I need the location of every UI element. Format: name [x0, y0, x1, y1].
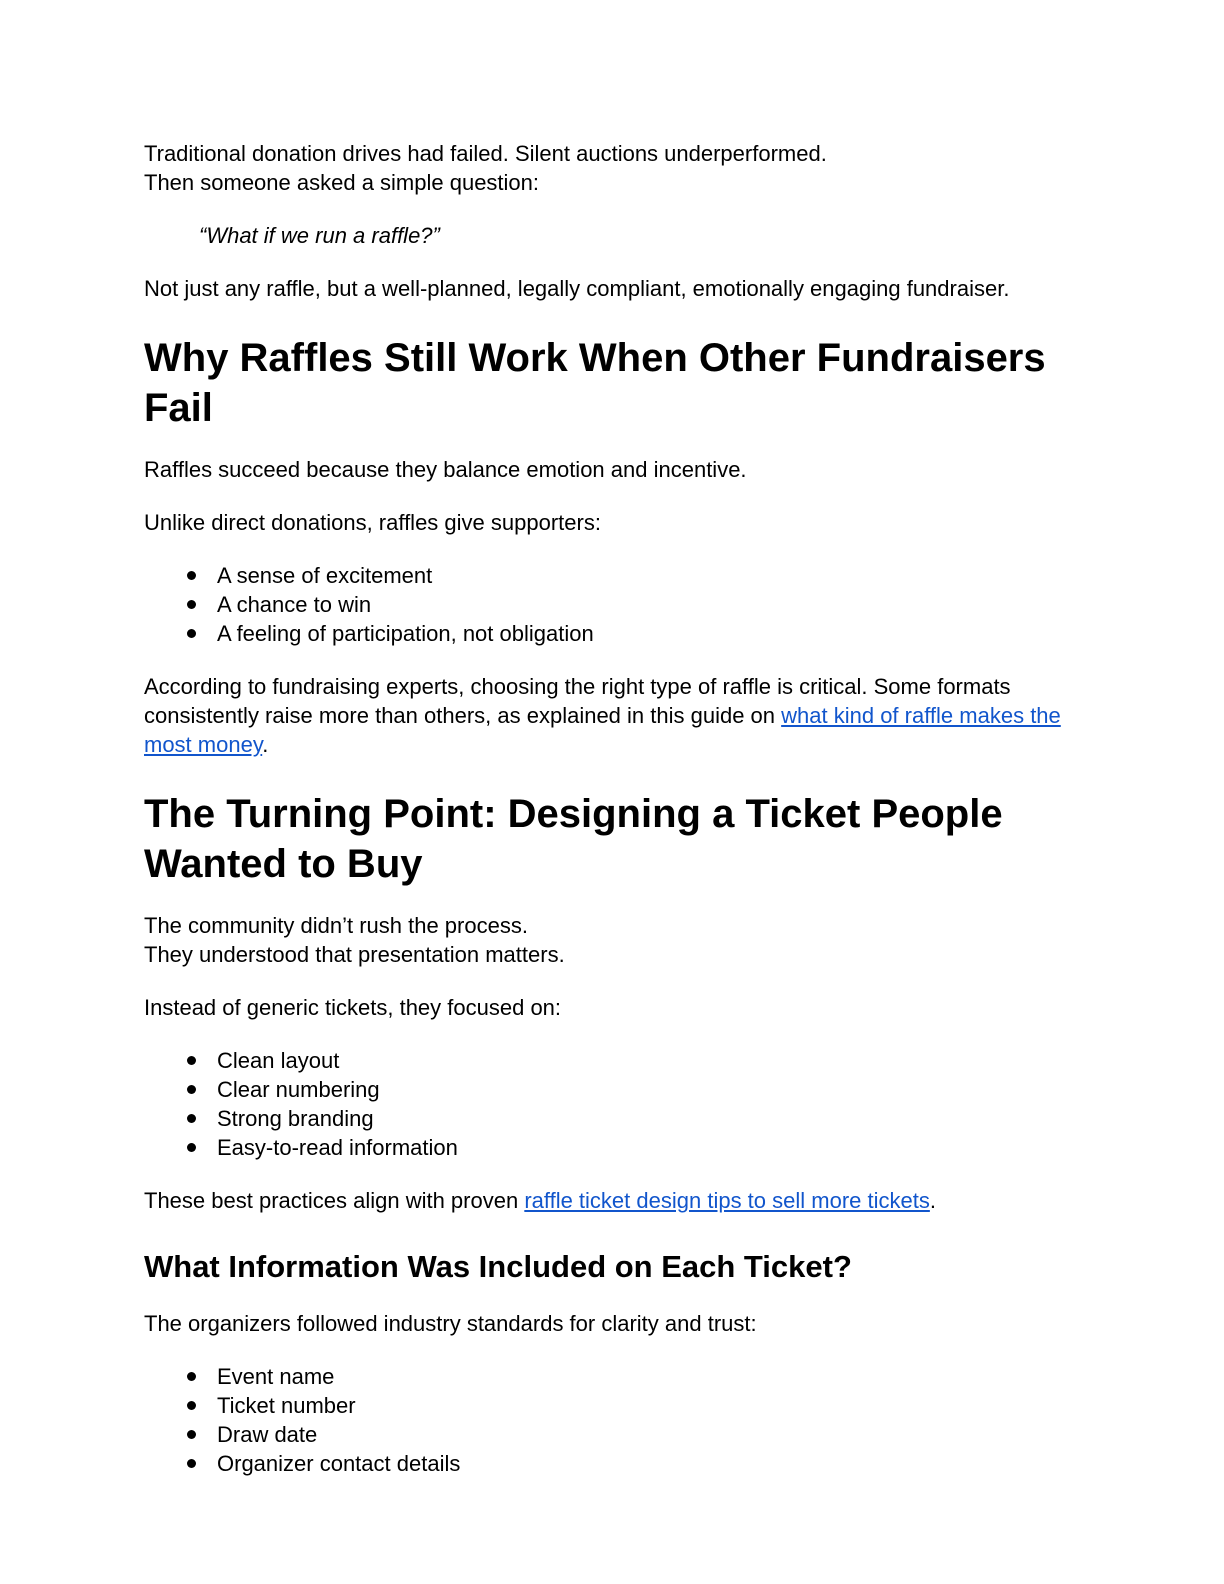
paragraph-intro — [144, 139, 1080, 197]
pull-quote: “What if we run a raffle?” — [199, 223, 440, 248]
list-item: A chance to win — [217, 590, 1080, 619]
paragraph-unlike-donations: Unlike direct donations, raffles give supporters: — [144, 510, 601, 535]
text-before-link: According to fundraising experts, choosing the right type of raffle is critical. Some formats consistently raise more than others, as explained in this guide on — [144, 674, 1011, 728]
paragraph-after-quote: Not just any raffle, but a well-planned, legally compliant, emotionally engaging fundraiser. — [144, 276, 1010, 301]
paragraph-focused-on: Instead of generic tickets, they focused on: — [144, 995, 562, 1020]
list-item: Strong branding — [217, 1104, 1080, 1133]
paragraph-raffle-type-guide — [144, 672, 1080, 759]
heading-ticket-information: What Information Was Included on Each Ticket? — [144, 1249, 852, 1284]
list-item: A sense of excitement — [217, 561, 1080, 590]
intro-line-2: Then someone asked a simple question: — [144, 170, 540, 195]
bullet-list-ticket-design — [144, 1046, 1080, 1162]
list-item: Ticket number — [217, 1391, 1080, 1420]
list-item: A feeling of participation, not obligation — [217, 619, 1080, 648]
list-item: Easy-to-read information — [217, 1133, 1080, 1162]
link-what-kind-of-raffle[interactable]: what kind of raffle makes the most money — [144, 703, 1061, 757]
text-after-link: . — [262, 732, 269, 757]
heading-turning-point: The Turning Point: Designing a Ticket People Wanted to Buy — [144, 792, 1003, 886]
list-item: Organizer contact details — [217, 1449, 1080, 1478]
intro-line-1: Traditional donation drives had failed. Silent auctions underperformed. — [144, 141, 827, 166]
list-item: Event name — [217, 1362, 1080, 1391]
link-raffle-ticket-design-tips[interactable]: raffle ticket design tips to sell more tickets — [524, 1188, 930, 1213]
paragraph-best-practices — [144, 1186, 1080, 1215]
community-line-2: They understood that presentation matters. — [144, 942, 565, 967]
list-item: Draw date — [217, 1420, 1080, 1449]
paragraph-industry-standards: The organizers followed industry standards for clarity and trust: — [144, 1311, 757, 1336]
heading-why-raffles-work: Why Raffles Still Work When Other Fundraisers Fail — [144, 336, 1046, 430]
list-item: Clean layout — [217, 1046, 1080, 1075]
community-line-1: The community didn’t rush the process. — [144, 913, 528, 938]
bullet-list-ticket-contents — [144, 1362, 1080, 1478]
bullet-list-supporters — [144, 561, 1080, 648]
paragraph-raffles-succeed: Raffles succeed because they balance emotion and incentive. — [144, 457, 747, 482]
text-before-link: These best practices align with proven — [144, 1188, 525, 1213]
paragraph-community — [144, 911, 1080, 969]
list-item: Clear numbering — [217, 1075, 1080, 1104]
text-after-link: . — [929, 1188, 936, 1213]
